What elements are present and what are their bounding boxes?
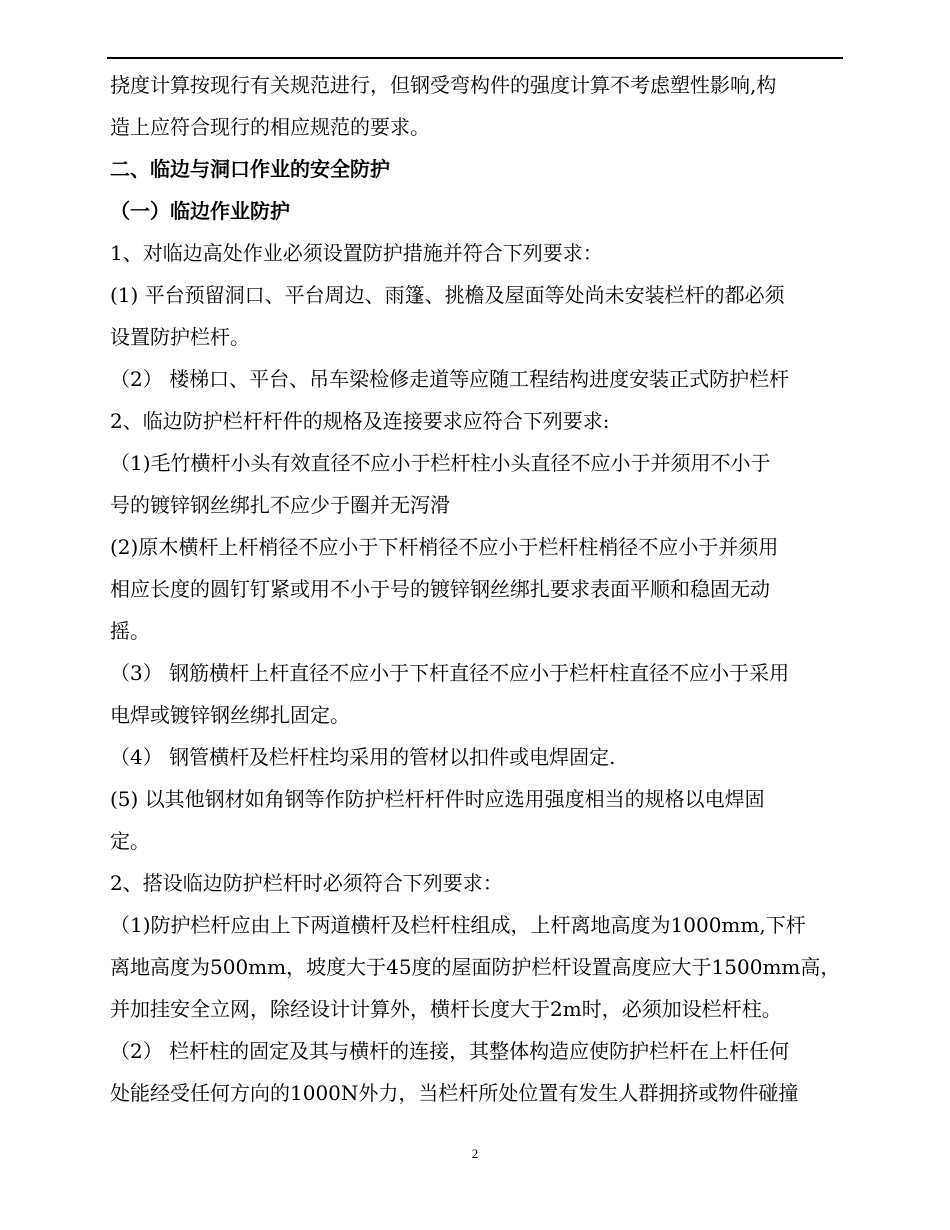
document-body [110,64,850,1114]
text-line: (2)原木横杆上杆梢径不应小于下杆梢径不应小于栏杆柱梢径不应小于并须用 [110,535,779,559]
text-line: 号的镀锌钢丝绑扎不应少于圈并无泻滑 [110,493,450,517]
text-line: (1) 平台预留洞口、平台周边、雨篷、挑檐及屋面等处尚未安装栏杆的都必须 [110,283,785,307]
page-number: 2 [471,1146,479,1161]
text-line: （1)毛竹横杆小头有效直径不应小于栏杆柱小头直径不应小于并须用不小于 [110,451,771,475]
section-heading: （一）临边作业防护 [110,199,290,223]
text-line: 离地高度为500mm，坡度大于45度的屋面防护栏杆设置高度应大于1500mm高， [110,955,841,979]
text-line: 2、搭设临边防护栏杆时必须符合下列要求： [110,871,503,895]
text-line: （3） 钢筋横杆上杆直径不应小于下杆直径不应小于栏杆柱直径不应小于采用 [110,661,790,685]
text-line: （1)防护栏杆应由上下两道横杆及栏杆柱组成，上杆离地高度为1000mm,下杆 [110,913,806,937]
text-line: 设置防护栏杆。 [110,325,250,349]
text-line: 造上应符合现行的相应规范的要求。 [110,115,430,139]
text-line: 相应长度的圆钉钉紧或用不小于号的镀锌钢丝绑扎要求表面平顺和稳固无动 [110,577,770,601]
text-line: 挠度计算按现行有关规范进行，但钢受弯构件的强度计算不考虑塑性影响,构 [110,73,777,97]
section-heading: 二、临边与洞口作业的安全防护 [110,157,390,181]
text-line: 定。 [110,829,150,853]
text-line: （2） 栏杆柱的固定及其与横杆的连接，其整体构造应使防护栏杆在上杆任何 [110,1039,790,1063]
text-line: 电焊或镀锌钢丝绑扎固定。 [110,703,350,727]
text-line: 摇。 [110,619,150,643]
text-line: 2、临边防护栏杆杆件的规格及连接要求应符合下列要求: [110,409,610,433]
text-line: （2） 楼梯口、平台、吊车梁检修走道等应随工程结构进度安装正式防护栏杆 [110,367,790,391]
text-line: （4） 钢管横杆及栏杆柱均采用的管材以扣件或电焊固定. [110,745,616,769]
text-line: (5) 以其他钢材如角钢等作防护栏杆杆件时应选用强度相当的规格以电焊固 [110,787,765,811]
header-rule [107,57,843,59]
text-line: 并加挂安全立网，除经设计计算外，横杆长度大于2m时，必须加设栏杆柱。 [110,997,782,1021]
text-line: 1、对临边高处作业必须设置防护措施并符合下列要求： [110,241,603,265]
text-line: 处能经受任何方向的1000N外力，当栏杆所处位置有发生人群拥挤或物件碰撞 [110,1081,799,1105]
